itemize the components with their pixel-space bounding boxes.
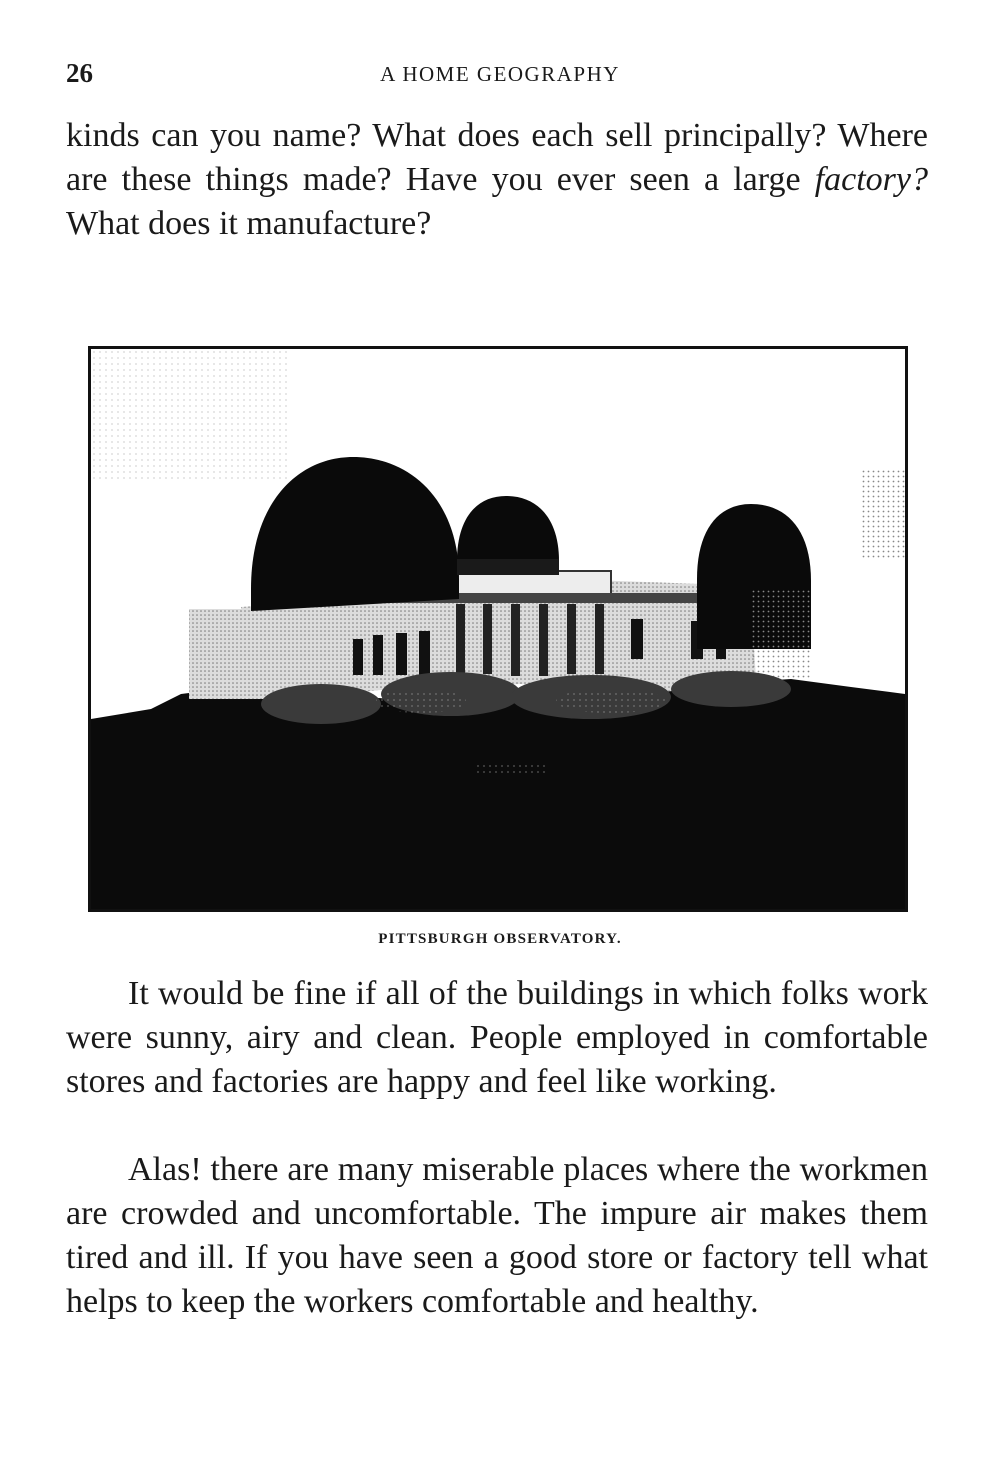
paragraph-intro-text-b: What does it manufacture? [66,205,432,242]
paragraph-intro [66,114,928,246]
dark-foreground [91,679,905,909]
paragraph-sunny-buildings: It would be fine if all of the buildings in which folks work were sunny, airy and clean. People employed in comfortable stores and factories are happy and feel like working. [66,975,928,1100]
observatory-photo [88,346,908,912]
figure-caption: PITTSBURGH OBSERVATORY. [378,931,622,947]
sky-haze-left [91,349,291,479]
paragraph-miserable-places: Alas! there are many miserable places where the workmen are crowded and uncomfortable. The impure air makes them tired and ill. If you have seen a good store or factory tell what helps to keep the workers comfortable and healthy. [66,1151,928,1320]
sky-haze-right [861,469,905,559]
dome-right-tower [751,589,811,679]
observatory-illustration [91,349,905,909]
paragraph-intro-text-a: kinds can you name? What does each sell principally? Where are these things made? Have you ever seen a large [66,117,928,198]
running-head: A HOME GEOGRAPHY [380,62,620,86]
page-number: 26 [66,58,93,88]
paragraph-intro-italic: factory? [814,161,928,198]
dome-center-drum [457,559,559,575]
